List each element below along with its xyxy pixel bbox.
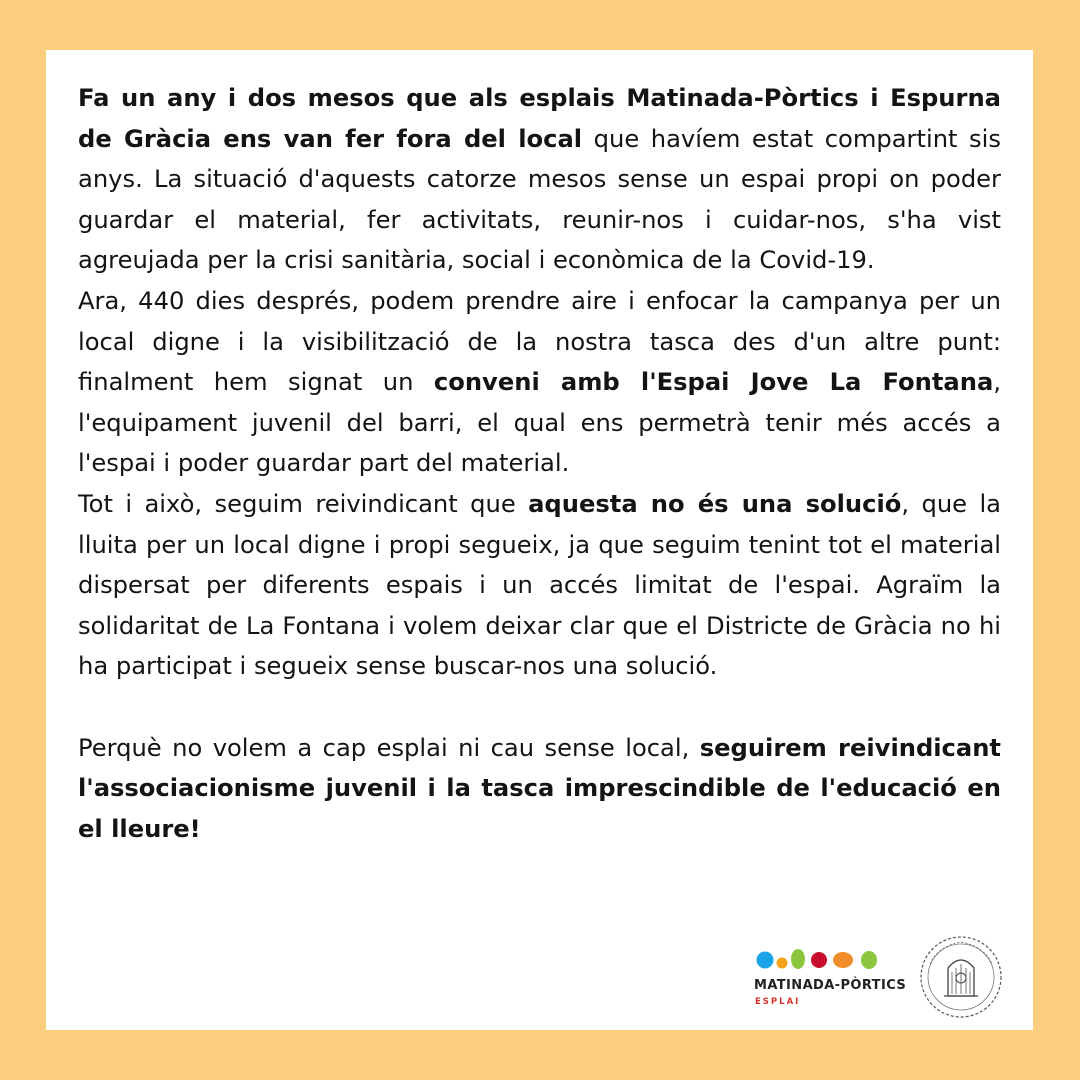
paragraph-4-part1: Perquè no volem a cap esplai ni cau sense local, <box>78 733 700 762</box>
paragraph-3-part2: , que la lluita per un local digne i propi segueix, ja que seguim tenint tot el material dispersat per diferents espais i un accés limitat de l'espai. Agraïm la solidaritat de La Fontana i volem deixar clar que el Districte de Gràcia no hi ha participat i segueix sense buscar-nos una solució. <box>78 489 1001 681</box>
paragraph-2 <box>78 281 1001 484</box>
logo-dot-orange-2 <box>833 952 853 968</box>
paragraph-1 <box>78 78 1001 281</box>
espurna-seal-logo <box>918 934 1004 1020</box>
logo-dot-green-2 <box>861 951 877 969</box>
logo-name: MATINADA-PÒRTICS <box>754 978 907 993</box>
paragraph-4-bold: seguirem reivindicant l'associacionisme juvenil i la tasca imprescindible de l'educació en el lleure! <box>78 733 1001 843</box>
paragraph-spacer <box>78 687 1001 728</box>
paragraph-1-rest: que havíem estat compartint sis anys. La situació d'aquests catorze mesos sense un espai propi on poder guardar el material, fer activitats, reunir-nos i cuidar-nos, s'ha vist agreujada per la crisi sanitària, social i econòmica de la Covid-19. <box>78 124 1001 275</box>
logo-dot-green <box>791 949 805 969</box>
logo-sub: ESPLAI <box>755 997 801 1007</box>
paragraph-2-bold: conveni amb l'Espai Jove La Fontana <box>433 368 994 397</box>
paragraph-2-part1: Ara, 440 dies després, podem prendre aire i enfocar la campanya per un local digne i la visibilització de la nostra tasca des d'un altre punt: finalment hem signat un <box>78 286 1001 397</box>
paragraph-3 <box>78 484 1001 687</box>
paragraph-3-part1: Tot i això, seguim reivindicant que <box>78 489 529 518</box>
matinada-porticks-logo <box>754 948 907 1028</box>
logo-dot-blue <box>757 952 774 969</box>
logo-dot-orange <box>777 958 788 969</box>
paragraph-2-part2: , l'equipament juvenil del barri, el qual ens permetrà tenir més accés a l'espai i poder guardar part del material. <box>78 368 1002 478</box>
content-card <box>46 50 1033 1030</box>
paragraph-1-bold: Fa un any i dos mesos que als esplais Matinada-Pòrtics i Espurna de Gràcia ens van fer fora del local <box>78 84 1001 153</box>
logo-dots-icon <box>756 948 888 972</box>
paragraph-4 <box>78 728 1001 850</box>
logo-dot-red <box>811 952 827 968</box>
statement-text <box>78 78 1001 849</box>
paragraph-3-bold: aquesta no és una solució <box>528 489 902 518</box>
